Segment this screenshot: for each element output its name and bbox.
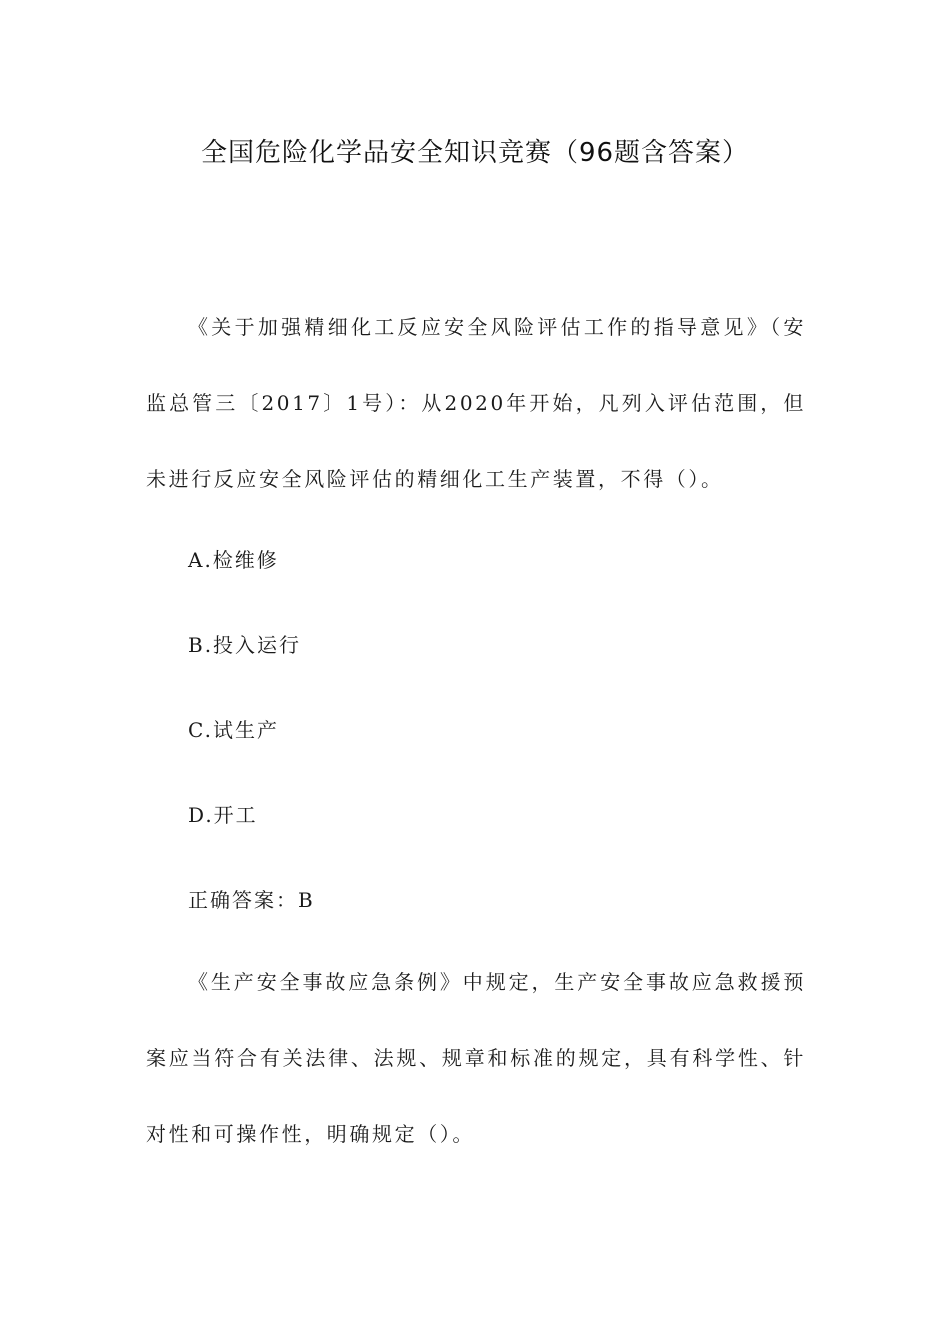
question-2-stem: 《生产安全事故应急条例》中规定，生产安全事故应急救援预案应当符合有关法律、法规、规章和标准的规定，具有科学性、针对性和可操作性，明确规定（）。 — [146, 970, 806, 1146]
question-1-answer: 正确答案：B — [188, 888, 315, 912]
question-1-stem: 《关于加强精细化工反应安全风险评估工作的指导意见》（安监总管三〔2017〕1号）：从2020年开始，凡列入评估范围，但未进行反应安全风险评估的精细化工生产装置，不得（）。 — [146, 315, 806, 491]
question-1-option-b: B.投入运行 — [188, 633, 302, 657]
question-1-option-d: D.开工 — [188, 803, 258, 827]
document-title: 全国危险化学品安全知识竞赛（96题含答案） — [200, 138, 750, 168]
question-1-option-a: A.检维修 — [188, 548, 279, 572]
question-1-option-c: C.试生产 — [188, 718, 279, 742]
